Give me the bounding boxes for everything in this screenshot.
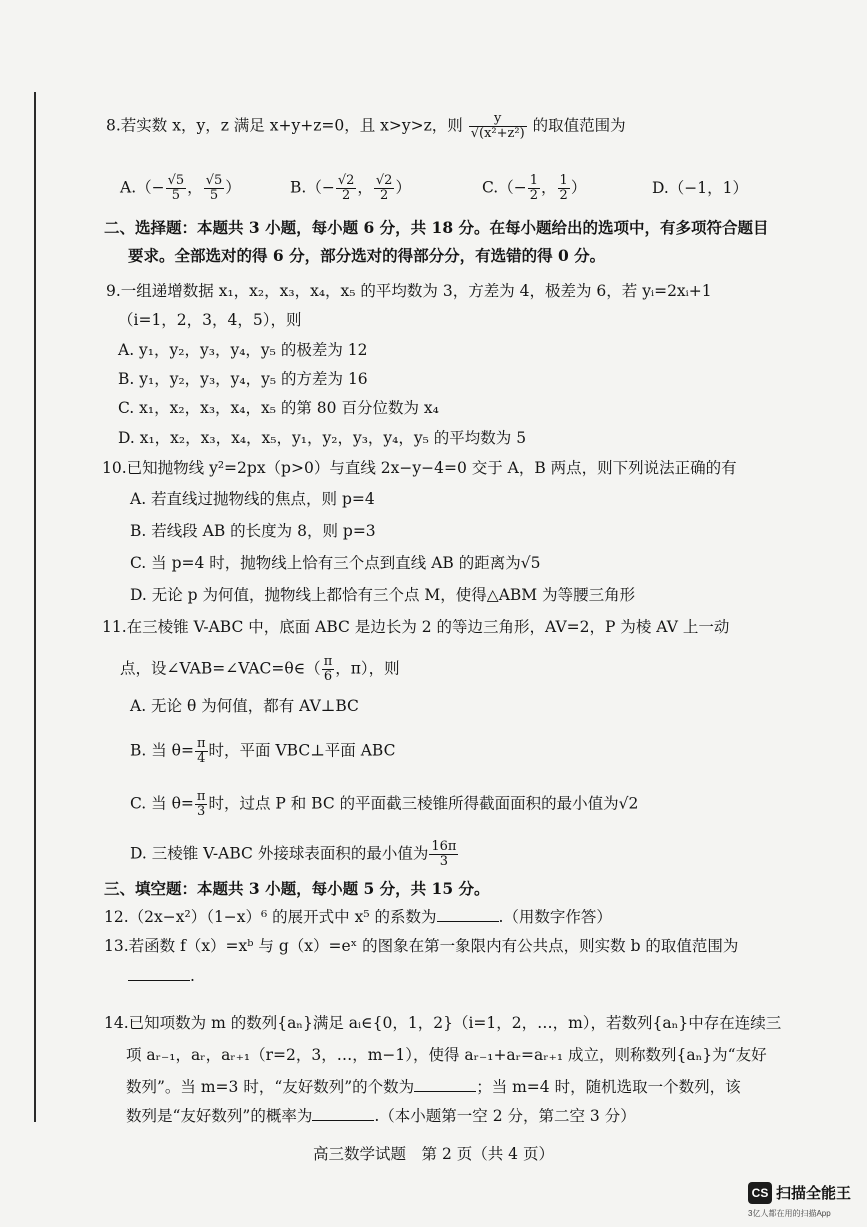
q11-line2-num: π <box>323 654 333 669</box>
q13-answer-blank[interactable] <box>128 966 190 981</box>
q9-stem-line1: 9.一组递增数据 x₁，x₂，x₃，x₄，x₅ 的平均数为 3，方差为 4，极差为 6，若 yᵢ=2xᵢ+1 <box>106 282 712 300</box>
q11-b-frac <box>195 737 208 766</box>
q8-a-frac2 <box>204 174 225 203</box>
q11-b-pre: B. 当 θ= <box>130 741 194 760</box>
q14-line4 <box>126 1106 636 1126</box>
q11-d-den: 3 <box>439 854 449 869</box>
q8-b-frac2 <box>374 174 395 203</box>
q11-b-post: 时，平面 VBC⊥平面 ABC <box>208 741 396 760</box>
q14-line3 <box>126 1077 741 1097</box>
q8-a-d2: 5 <box>209 188 219 203</box>
q8-c-pre: C.（− <box>482 178 527 197</box>
q11-line2-post: ，π），则 <box>335 659 400 678</box>
q8-stem-text: 8.若实数 x，y，z 满足 x+y+z=0，且 x>y>z，则 <box>106 116 463 135</box>
q12-answer-blank[interactable] <box>437 907 499 922</box>
q8-a-frac1 <box>166 174 187 203</box>
q14-line2: 项 aᵣ₋₁，aᵣ，aᵣ₊₁（r=2，3，…，m−1），使得 aᵣ₋₁+aᵣ=aᵣ₊₁ 成立，则称数列{aₙ}为“友好 <box>126 1046 767 1064</box>
q11-d-frac <box>429 840 458 869</box>
q11-line2-den: 6 <box>323 669 333 684</box>
q8-b-n1: √2 <box>337 173 355 188</box>
q8-option-c: C.（− $\frac{1}{2}$ ， $\frac{1}{2}$ ） <box>482 173 587 203</box>
q8-a-pre: A.（− <box>120 178 165 197</box>
q11-stem-line2 <box>120 655 400 684</box>
q11-d-num: 16π <box>431 839 457 854</box>
q8-frac-den: √(x²+z²) <box>470 126 525 141</box>
q11-d-pre: D. 三棱锥 V-ABC 外接球表面积的最小值为 <box>130 844 429 863</box>
binding-margin-line <box>34 92 36 1122</box>
q14-line3-pre: 数列”。当 m=3 时，“友好数列”的个数为 <box>126 1078 415 1096</box>
section2-header-line2: 要求。全部选对的得 6 分，部分选对的得部分分，有选错的得 0 分。 <box>128 246 606 265</box>
q13-post: . <box>190 967 195 985</box>
q14-answer-blank-1[interactable] <box>414 1077 476 1092</box>
q13-line1: 13.若函数 f（x）=xᵇ 与 g（x）=eˣ 的图象在第一象限内有公共点，则实数 b 的取值范围为 <box>104 937 739 955</box>
q11-option-b <box>130 737 395 766</box>
q14-line3-mid: ；当 m=4 时，随机选取一个数列，该 <box>476 1078 741 1096</box>
q8-c-d2: 2 <box>559 188 568 203</box>
q11-c-pre: C. 当 θ= <box>130 794 194 813</box>
q11-b-num: π <box>197 736 206 751</box>
section3-header: 三、填空题：本题共 3 小题，每小题 5 分，共 15 分。 <box>104 879 490 898</box>
q8-fraction <box>469 112 527 141</box>
q8-a-n1: √5 <box>167 173 185 188</box>
q10-option-d: D. 无论 p 为何值，抛物线上都恰有三个点 M，使得△ABM 为等腰三角形 <box>130 586 636 604</box>
q8-a-n2: √5 <box>205 173 223 188</box>
q11-stem-line1: 11.在三棱锥 V-ABC 中，底面 ABC 是边长为 2 的等边三角形，AV=2，P 为棱 AV 上一动 <box>102 618 730 636</box>
q9-option-c: C. x₁，x₂，x₃，x₄，x₅ 的第 80 百分位数为 x₄ <box>118 399 439 417</box>
q11-b-den: 4 <box>197 751 206 766</box>
q8-option-a: A.（− $\frac{√5}{5}$ ， $\frac{√5}{5}$ ） <box>120 173 241 203</box>
q11-option-d <box>130 840 459 869</box>
q8-frac-num: y <box>469 112 527 127</box>
q14-answer-blank-2[interactable] <box>312 1106 374 1121</box>
q8-option-d: D.（−1，1） <box>652 179 749 197</box>
logo-title: 扫描全能王 <box>776 1185 852 1202</box>
q14-line4-pre: 数列是“友好数列”的概率为 <box>126 1107 313 1125</box>
q11-line2-pre: 点，设∠VAB=∠VAC=θ∈（ <box>120 659 321 678</box>
q8-a-d1: 5 <box>171 188 181 203</box>
q12 <box>104 907 612 927</box>
logo-subtitle: 3亿人都在用的扫描App <box>748 1209 831 1218</box>
q11-c-frac <box>195 790 208 819</box>
q8-c-frac2 <box>558 174 570 203</box>
q9-option-b: B. y₁，y₂，y₃，y₄，y₅ 的方差为 16 <box>118 370 368 388</box>
q11-c-post: 时，过点 P 和 BC 的平面截三棱锥所得截面面积的最小值为√2 <box>208 794 639 813</box>
q13-line2 <box>128 966 195 986</box>
q8-b-frac1 <box>336 174 357 203</box>
q12-pre: 12.（2x−x²）（1−x）⁶ 的展开式中 x⁵ 的系数为 <box>104 908 437 926</box>
q12-post: .（用数字作答） <box>498 908 612 926</box>
q8-b-n2: √2 <box>375 173 393 188</box>
q11-line2-frac <box>322 655 335 684</box>
q10-option-a: A. 若直线过抛物线的焦点，则 p=4 <box>130 490 375 508</box>
q8-c-n1: 1 <box>529 173 539 188</box>
q8-c-frac1 <box>528 174 540 203</box>
q11-option-a: A. 无论 θ 为何值，都有 AV⊥BC <box>130 697 359 715</box>
q11-c-num: π <box>196 789 206 804</box>
q8-option-b: B.（− $\frac{√2}{2}$ ， $\frac{√2}{2}$ ） <box>290 173 411 203</box>
q10-option-c: C. 当 p=4 时，抛物线上恰有三个点到直线 AB 的距离为√5 <box>130 554 541 572</box>
q11-c-den: 3 <box>197 804 206 819</box>
q9-stem-line2: （i=1，2，3，4，5），则 <box>118 311 302 329</box>
scanner-app-logo <box>748 1180 860 1220</box>
q10-stem: 10.已知抛物线 y²=2px（p>0）与直线 2x−y−4=0 交于 A，B 两点，则下列说法正确的有 <box>102 459 737 477</box>
q8-c-d1: 2 <box>529 188 539 203</box>
cs-logo-icon: CS <box>748 1182 772 1204</box>
q14-line1: 14.已知项数为 m 的数列{aₙ}满足 aᵢ∈{0，1，2}（i=1，2，…，m），若数列{aₙ}中存在连续三 <box>104 1014 782 1032</box>
q8-stem-end: 的取值范围为 <box>532 116 626 135</box>
q8-c-n2: 1 <box>559 173 568 188</box>
section2-header-line1: 二、选择题：本题共 3 小题，每小题 6 分，共 18 分。在每小题给出的选项中，有多项符合题目 <box>104 218 769 237</box>
q11-option-c <box>130 790 638 819</box>
q8-b-d1: 2 <box>341 188 351 203</box>
q9-option-a: A. y₁，y₂，y₃，y₄，y₅ 的极差为 12 <box>118 341 368 359</box>
q8-b-pre: B.（− <box>290 178 335 197</box>
q9-option-d: D. x₁，x₂，x₃，x₄，x₅，y₁，y₂，y₃，y₄，y₅ 的平均数为 5 <box>118 429 527 447</box>
q8-stem <box>106 112 626 141</box>
q10-option-b: B. 若线段 AB 的长度为 8，则 p=3 <box>130 522 376 540</box>
q8-b-d2: 2 <box>380 188 389 203</box>
page-footer: 高三数学试题 第 2 页（共 4 页） <box>313 1145 554 1163</box>
q14-line4-post: .（本小题第一空 2 分，第二空 3 分） <box>374 1107 636 1125</box>
